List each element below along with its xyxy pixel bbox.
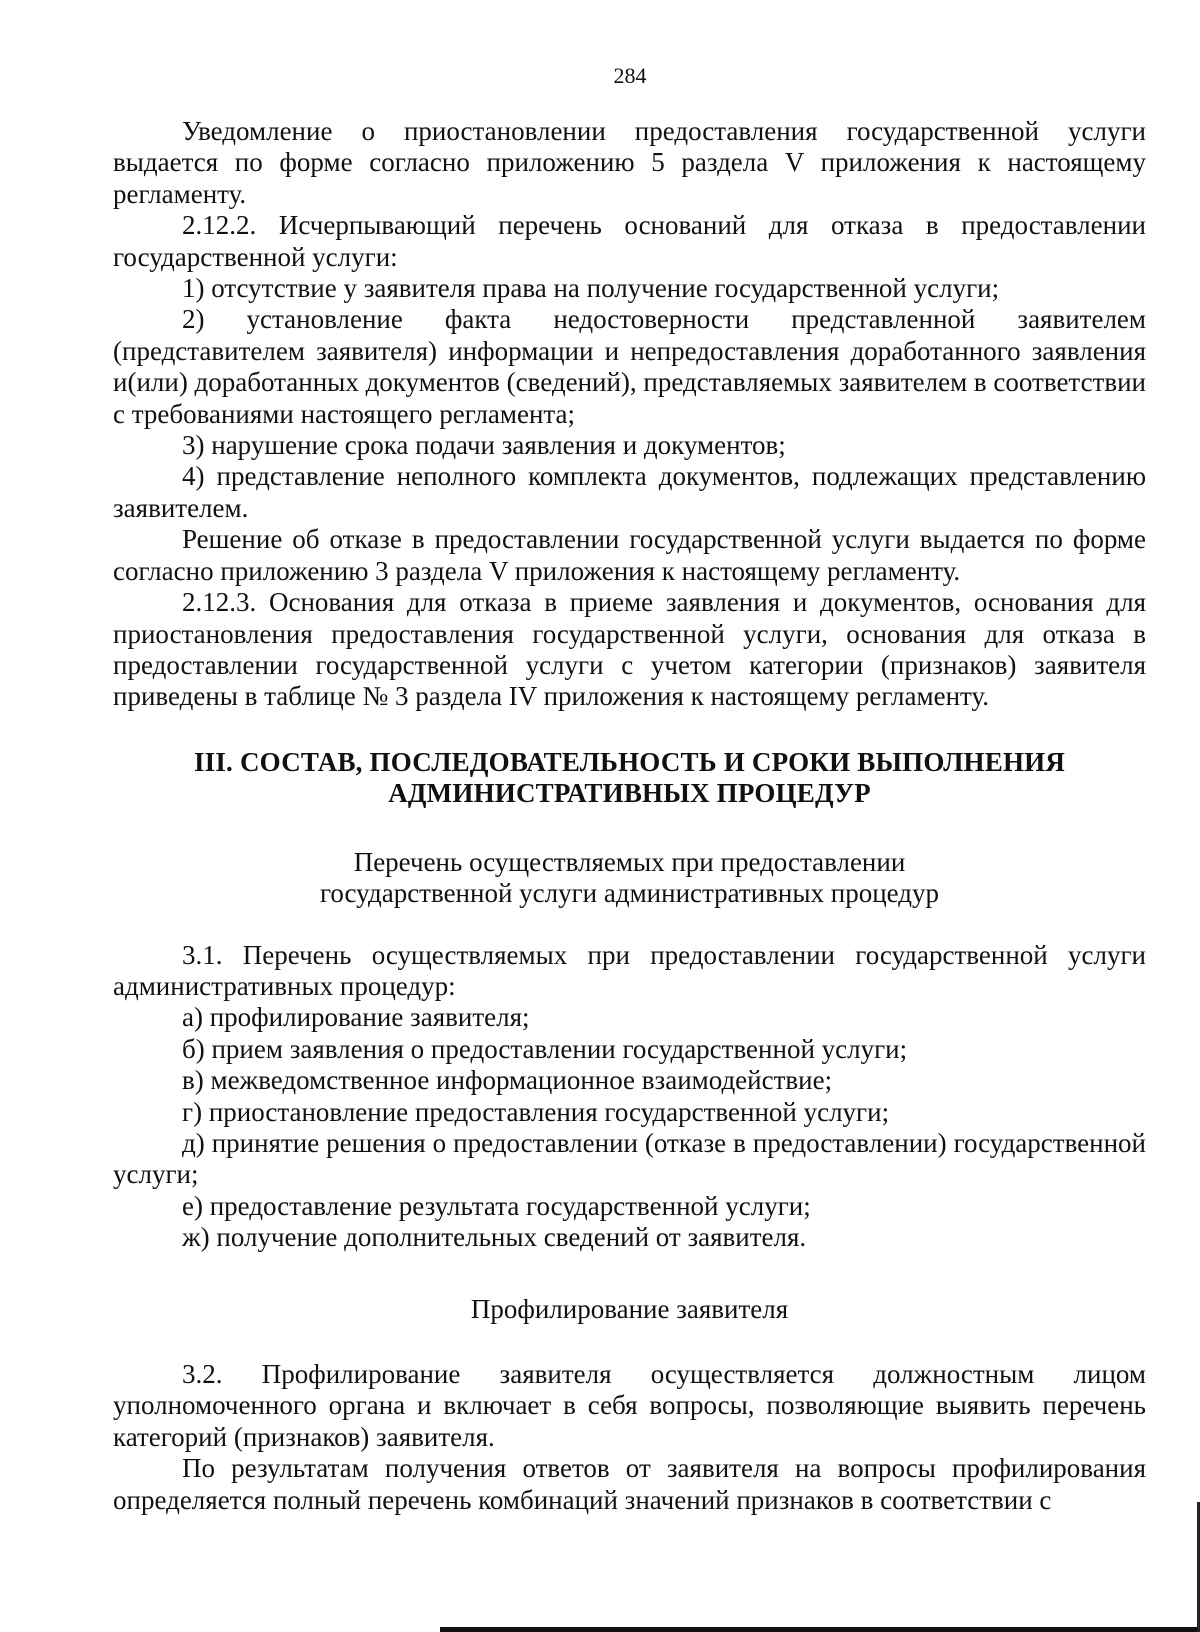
list-item-refusal-3: 3) нарушение срока подачи заявления и документов; [182,430,786,461]
paragraph-2-12-3: 2.12.3. Основания для отказа в приеме заявления и документов, основания для приостановления предоставления государственной услуги, основания для отказа в предоставлении государственной услуги с учетом категории (признаков) заявителя приведены в таблице № 3 раздела IV приложения к настоящему регламенту. [113,587,1146,712]
subheading-applicant-profiling: Профилирование заявителя [470,1293,789,1324]
page-number: 284 [613,63,647,88]
paragraph-2-12-2: 2.12.2. Исчерпывающий перечень оснований для отказа в предоставлении государственной услуги: [113,210,1146,272]
section-heading-line-1: III. СОСТАВ, ПОСЛЕДОВАТЕЛЬНОСТЬ И СРОКИ ВЫПОЛНЕНИЯ [193,746,1066,777]
paragraph-3-1: 3.1. Перечень осуществляемых при предоставлении государственной услуги административных процедур: [113,939,1146,1001]
section-heading-line-2: АДМИНИСТРАТИВНЫХ ПРОЦЕДУР [388,777,871,808]
subheading-line-1: Перечень осуществляемых при предоставлении [353,846,906,877]
paragraph-profiling-results: По результатам получения ответов от заявителя на вопросы профилирования определяется полный перечень комбинаций значений признаков в соответствии с [113,1453,1146,1515]
subheading-line-2: государственной услуги административных процедур [319,878,940,909]
list-item-procedure-d: д) принятие решения о предоставлении (отказе в предоставлении) государственной услуги; [113,1127,1146,1190]
paragraph-refusal-decision: Решение об отказе в предоставлении государственной услуги выдается по форме согласно приложению 3 раздела V приложения к настоящему регламенту. [113,524,1146,586]
paragraph-suspension-notice: Уведомление о приостановлении предоставления государственной услуги выдается по форме согласно приложению 5 раздела V приложения к настоящему регламенту. [113,116,1146,209]
list-item-procedure-zh: ж) получение дополнительных сведений от заявителя. [182,1222,807,1253]
paragraph-3-2: 3.2. Профилирование заявителя осуществляется должностным лицом уполномоченного органа и включает в себя вопросы, позволяющие выявить перечень категорий (признаков) заявителя. [113,1359,1146,1452]
list-item-refusal-4: 4) представление неполного комплекта документов, подлежащих представлению заявителем. [113,461,1146,523]
list-item-procedure-a: а) профилирование заявителя; [182,1002,530,1033]
list-item-procedure-v: в) межведомственное информационное взаимодействие; [182,1065,833,1096]
scan-border-bottom [440,1627,1200,1632]
list-item-procedure-e: е) предоставление результата государственной услуги; [182,1190,811,1221]
list-item-procedure-g: г) приостановление предоставления государственной услуги; [182,1096,890,1127]
section-heading [113,747,1146,809]
subheading-procedures-list [113,847,1146,910]
document-body [113,116,1146,1516]
list-item-procedure-b: б) прием заявления о предоставлении государственной услуги; [182,1033,908,1064]
list-item-refusal-2: 2) установление факта недостоверности представленной заявителем (представителем заявителя) информации и непредоставления доработанного заявления и(или) доработанных документов (сведений), представляемых заявителем в соответствии с требованиями настоящего регламента; [113,304,1146,429]
list-item-refusal-1: 1) отсутствие у заявителя права на получение государственной услуги; [182,273,1000,304]
